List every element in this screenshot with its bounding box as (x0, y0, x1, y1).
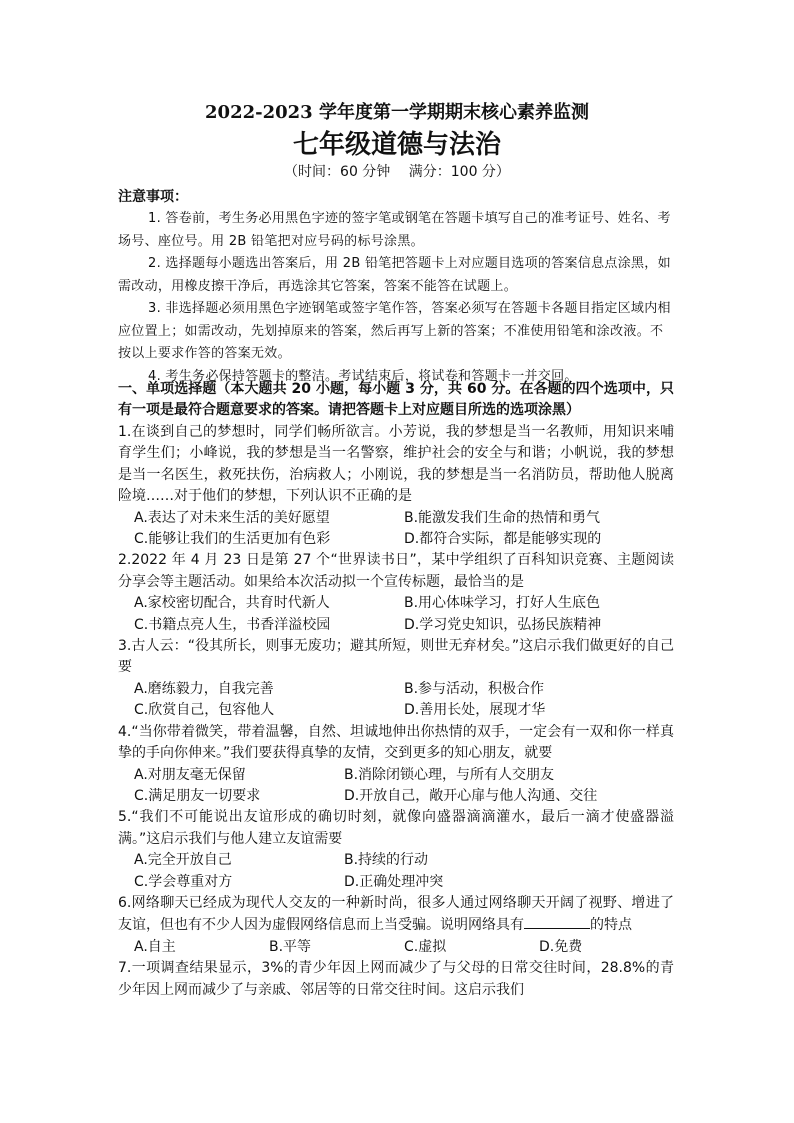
option-c: C.虚拟 (404, 938, 447, 955)
exam-meta: （时间：60 分钟 满分：100 分） (284, 164, 510, 180)
option-d: D.免费 (539, 938, 583, 955)
option-a: A.磨练毅力，自我完善 (134, 680, 274, 697)
notes-heading: 注意事项： (118, 189, 188, 205)
option-b: B.平等 (269, 938, 312, 955)
option-b: B.消除闭锁心理，与所有人交朋友 (344, 766, 555, 783)
question-list (118, 422, 674, 1001)
option-a: A.自主 (134, 938, 176, 955)
question (118, 807, 674, 893)
note-item: 1. 答卷前，考生务必用黑色字迹的签字笔或钢笔在答题卡填写自己的准考证号、姓名、考场号、座位号。用 2B 铅笔把对应号码的标号涂黑。 (118, 211, 671, 249)
option-group (118, 937, 674, 958)
option-a: A.完全开放自己 (134, 852, 232, 869)
option-b: B.能激发我们生命的热情和勇气 (404, 509, 601, 526)
question-stem: 2.2022 年 4 月 23 日是第 27 个“世界读书日”，某中学组织了百科知识竞赛、主题阅读分享会等主题活动。如果给本次活动拟一个宣传标题，最恰当的是 (118, 552, 674, 590)
question (118, 958, 674, 1001)
option-c: C.书籍点亮人生，书香洋溢校园 (134, 616, 331, 633)
note-item: 2. 选择题每小题选出答案后，用 2B 铅笔把答题卡上对应题目选项的答案信息点涂黑，如需改动，用橡皮擦干净后，再选涂其它答案，答案不能答在试题上。 (118, 256, 671, 294)
option-c: C.欣赏自己，包容他人 (134, 702, 275, 719)
question (118, 722, 674, 808)
question (118, 550, 674, 636)
section-heading: 一、单项选择题（本大题共 20 小题，每小题 3 分，共 60 分。在各题的四个选项中，只有一项是最符合题意要求的答案。请把答题卡上对应题目所选的选项涂黑） (118, 381, 674, 418)
question (118, 636, 674, 722)
notes-list (118, 208, 674, 388)
question-stem: 3.古人云：“役其所长，则事无废功；避其所短，则世无弃材矣。”这启示我们做更好的自己要 (118, 638, 674, 676)
option-group (118, 508, 674, 551)
option-a: A.对朋友毫无保留 (134, 766, 246, 783)
question-stem: 1.在谈到自己的梦想时，同学们畅所欲言。小芳说，我的梦想是当一名教师，用知识来哺育学生们；小峰说，我的梦想是当一名警察，维护社会的安全与和谐；小帆说，我的梦想是当一名医生，救死扶伤，治病救人；小刚说，我的梦想是当一名消防员，帮助他人脱离险境……对于他们的梦想，下列认识不正确的是 (118, 424, 674, 505)
question (118, 422, 674, 550)
note-item: 3. 非选择题必须用黑色字迹钢笔或签字笔作答，答案必须写在答题卡各题目指定区域内相应位置上；如需改动，先划掉原来的答案，然后再写上新的答案；不准使用铅笔和涂改液。不按以上要求作答的答案无效。 (118, 301, 671, 361)
option-c: C.学会尊重对方 (134, 873, 233, 890)
note-item: 4. 考生务必保持答题卡的整洁。考试结束后，将试卷和答题卡一并交回。 (148, 368, 578, 384)
question-stem-end: 的特点 (590, 917, 632, 934)
subject-title: 七年级道德与法治 (292, 130, 501, 160)
option-group (118, 679, 674, 722)
option-c: C.满足朋友一切要求 (134, 787, 261, 804)
option-d: D.开放自己，敞开心扉与他人沟通、交往 (344, 787, 598, 804)
option-a: A.表达了对未来生活的美好愿望 (134, 509, 330, 526)
option-group (118, 765, 674, 808)
question-stem: 5.“我们不可能说出友谊形成的确切时刻，就像向盛器滴滴灌水，最后一滴才使盛器溢满。”这启示我们与他人建立友谊需要 (118, 809, 674, 847)
option-c: C.能够让我们的生活更加有色彩 (134, 531, 331, 548)
option-a: A.家校密切配合，共育时代新人 (134, 595, 330, 612)
option-d: D.都符合实际，都是能够实现的 (404, 531, 602, 548)
fill-blank (524, 914, 590, 929)
question-stem (118, 893, 674, 937)
question-stem: 4.“当你带着微笑，带着温馨，自然、坦诚地伸出你热情的双手，一定会有一双和你一样真挚的手向你伸来。”我们要获得真挚的友情，交到更多的知心朋友，就要 (118, 723, 674, 762)
question-stem-start: 6.网络聊天已经成为现代人交友的一种新时尚，很多人通过网络聊天开阔了视野、增进了友谊，但也有不少人因为虚假网络信息而上当受骗。说明网络具有 (118, 894, 674, 934)
option-d: D.善用长处，展现才华 (404, 702, 546, 719)
option-group (118, 850, 674, 893)
question-stem: 7.一项调查结果显示，3%的青少年因上网而减少了与父母的日常交往时间，28.8%的青少年因上网而减少了与亲戚、邻居等的日常交往时间。这启示我们 (118, 960, 674, 998)
question (118, 893, 674, 958)
exam-title: 2022-2023 学年度第一学期期末核心素养监测 (205, 102, 589, 123)
option-d: D.正确处理冲突 (344, 873, 444, 890)
option-b: B.用心体味学习，打好人生底色 (404, 595, 601, 612)
option-group (118, 593, 674, 636)
option-d: D.学习党史知识，弘扬民族精神 (404, 616, 602, 633)
option-b: B.持续的行动 (344, 852, 429, 869)
option-b: B.参与活动，积极合作 (404, 680, 545, 697)
